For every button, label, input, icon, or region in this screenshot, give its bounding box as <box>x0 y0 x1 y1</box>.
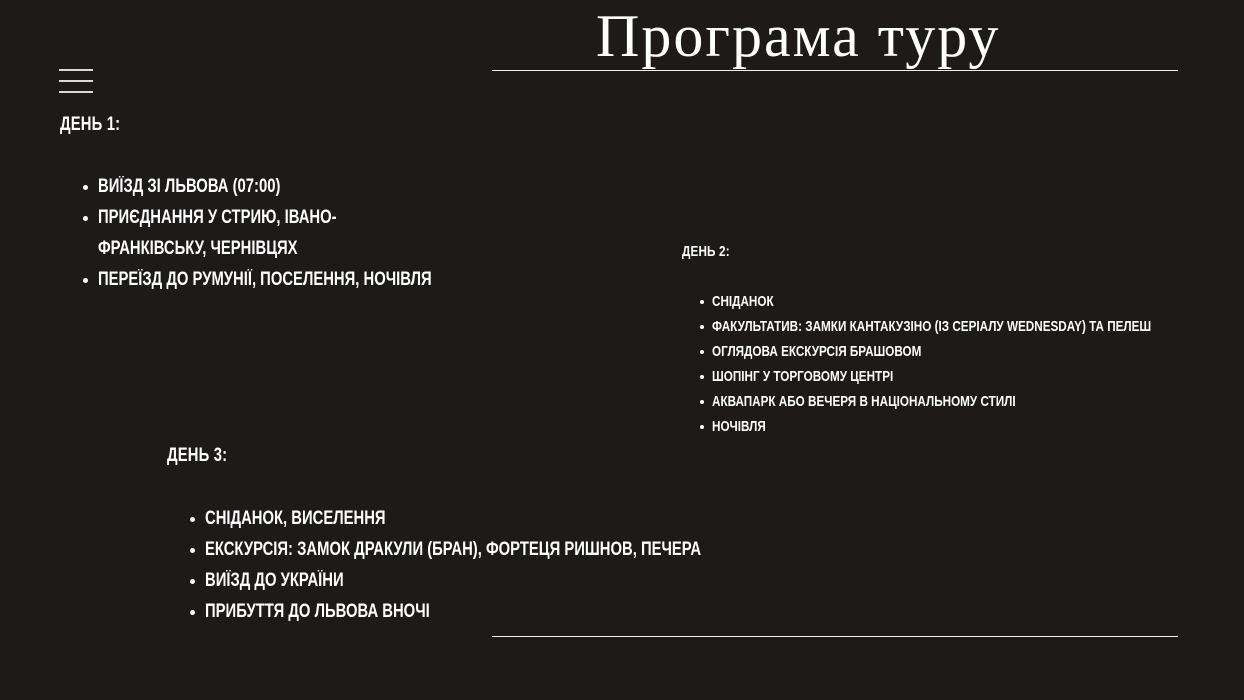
day-1-heading: ДЕНЬ 1: <box>60 114 121 135</box>
bullet-icon <box>190 517 195 522</box>
list-item <box>712 389 1244 414</box>
list-item <box>205 596 841 627</box>
list-item <box>205 503 841 534</box>
list-item-continuation <box>98 233 526 264</box>
day-2-heading: ДЕНЬ 2: <box>682 243 730 260</box>
list-item <box>712 289 1244 314</box>
list-item-text: ШОПІНГ У ТОРГОВОМУ ЦЕНТРІ <box>712 368 894 385</box>
list-item-text: ВИЇЗД ЗІ ЛЬВОВА (07:00) <box>98 176 281 197</box>
list-item <box>98 264 526 295</box>
list-item-text: СНІДАНОК <box>712 293 774 310</box>
list-item-text: ФАКУЛЬТАТИВ: ЗАМКИ КАНТАКУЗІНО (ІЗ СЕРІАЛУ WEDNESDAY) ТА ПЕЛЕШ <box>712 318 1152 335</box>
list-item-text: АКВАПАРК АБО ВЕЧЕРЯ В НАЦІОНАЛЬНОМУ СТИЛІ <box>712 393 1016 410</box>
list-item <box>98 202 526 233</box>
title-underline-divider <box>492 70 1178 71</box>
day-2-itinerary-list <box>712 289 1244 439</box>
menu-bar <box>59 69 93 71</box>
menu-bar <box>59 80 93 82</box>
list-item-text: НОЧІВЛЯ <box>712 418 766 435</box>
bullet-icon <box>190 610 195 615</box>
list-item <box>712 339 1244 364</box>
bullet-icon <box>83 185 88 190</box>
bullet-icon <box>190 548 195 553</box>
list-item-text: ОГЛЯДОВА ЕКСКУРСІЯ БРАШОВОМ <box>712 343 922 360</box>
bullet-icon <box>700 400 704 404</box>
list-item <box>98 171 526 202</box>
list-item-text: ПРИЄДНАННЯ У СТРИЮ, ІВАНО- <box>98 207 337 228</box>
list-item <box>205 534 841 565</box>
bullet-icon <box>700 375 704 379</box>
list-item-text: ЕКСКУРСІЯ: ЗАМОК ДРАКУЛИ (БРАН), ФОРТЕЦЯ РИШНОВ, ПЕЧЕРА <box>205 539 702 560</box>
list-item-text: ФРАНКІВСЬКУ, ЧЕРНІВЦЯХ <box>98 238 298 259</box>
day-1-itinerary-list <box>98 171 526 295</box>
bullet-icon <box>700 350 704 354</box>
list-item-text: СНІДАНОК, ВИСЕЛЕННЯ <box>205 508 386 529</box>
hamburger-menu-icon[interactable] <box>59 69 93 95</box>
bullet-icon <box>190 579 195 584</box>
list-item <box>712 364 1244 389</box>
bullet-icon <box>700 425 704 429</box>
list-item <box>712 314 1244 339</box>
page-title: Програма туру <box>596 3 1001 69</box>
day-3-heading: ДЕНЬ 3: <box>167 445 228 466</box>
day-3-itinerary-list <box>205 503 841 627</box>
list-item <box>205 565 841 596</box>
menu-bar <box>59 91 93 93</box>
list-item-text: ПРИБУТТЯ ДО ЛЬВОВА ВНОЧІ <box>205 601 430 622</box>
bottom-divider <box>492 636 1178 637</box>
bullet-icon <box>700 300 704 304</box>
bullet-icon <box>700 325 704 329</box>
list-item-text: ПЕРЕЇЗД ДО РУМУНІЇ, ПОСЕЛЕННЯ, НОЧІВЛЯ <box>98 269 432 290</box>
bullet-icon <box>83 278 88 283</box>
list-item-text: ВИЇЗД ДО УКРАЇНИ <box>205 570 344 591</box>
list-item <box>712 414 1244 439</box>
bullet-icon <box>83 216 88 221</box>
